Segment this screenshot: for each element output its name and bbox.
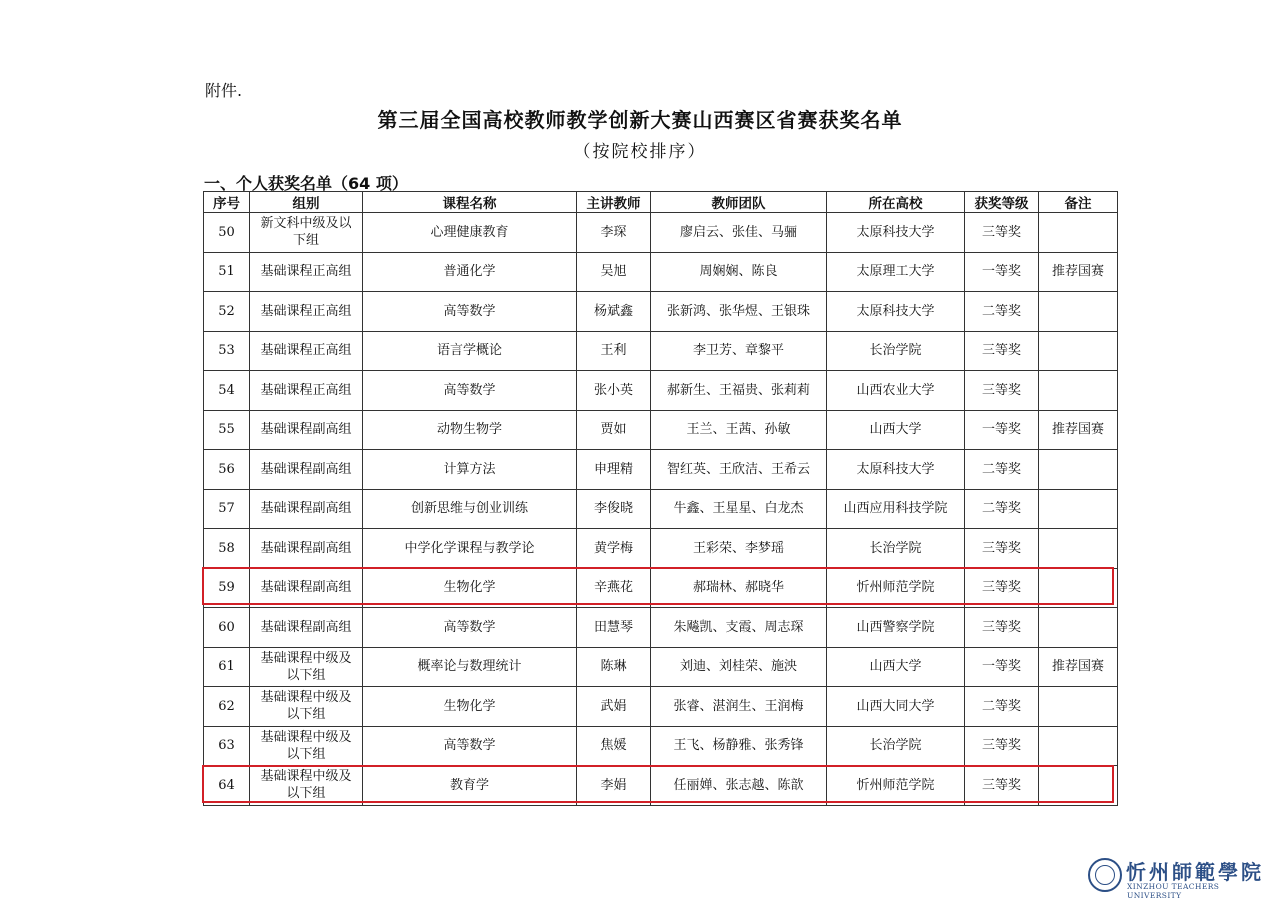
section-heading: 一、个人获奖名单（64 项） [204,174,408,193]
cell-award-level: 三等奖 [965,529,1039,569]
cell-university: 山西警察学院 [827,608,965,648]
cell-award-level: 三等奖 [965,608,1039,648]
cell-lead-teacher: 陈琳 [577,647,651,687]
cell-award-level: 三等奖 [965,726,1039,766]
cell-group: 基础课程正高组 [250,252,363,292]
cell-course: 高等数学 [363,608,577,648]
cell-group: 基础课程副高组 [250,529,363,569]
emblem-ring [1095,865,1115,885]
cell-remark [1039,568,1118,608]
cell-award-level: 二等奖 [965,489,1039,529]
cell-remark [1039,529,1118,569]
cell-remark: 推荐国赛 [1039,410,1118,450]
cell-team: 郝新生、王福贵、张莉莉 [651,371,827,411]
cell-university: 长治学院 [827,331,965,371]
cell-team: 郝瑞林、郝晓华 [651,568,827,608]
document-title: 第三届全国高校教师教学创新大赛山西赛区省赛获奖名单 [377,108,903,132]
cell-team: 王彩荣、李梦瑶 [651,529,827,569]
attachment-label: 附件. [205,81,243,100]
cell-lead-teacher: 张小英 [577,371,651,411]
table-row [204,647,1118,687]
cell-award-level: 三等奖 [965,568,1039,608]
cell-university: 太原科技大学 [827,213,965,253]
header-cell: 序号 [204,192,250,213]
table-row [204,331,1118,371]
cell-university: 山西大学 [827,410,965,450]
cell-course: 创新思维与创业训练 [363,489,577,529]
cell-index: 51 [204,252,250,292]
cell-lead-teacher: 黄学梅 [577,529,651,569]
cell-award-level: 一等奖 [965,410,1039,450]
cell-award-level: 三等奖 [965,331,1039,371]
cell-course: 中学化学课程与教学论 [363,529,577,569]
cell-university: 山西大同大学 [827,687,965,727]
cell-remark [1039,213,1118,253]
cell-lead-teacher: 杨斌鑫 [577,292,651,332]
cell-course: 计算方法 [363,450,577,490]
cell-group: 基础课程副高组 [250,450,363,490]
cell-group: 基础课程正高组 [250,371,363,411]
cell-group: 基础课程中级及以下组 [250,726,363,766]
cell-index: 61 [204,647,250,687]
cell-course: 语言学概论 [363,331,577,371]
cell-team: 周娴娴、陈良 [651,252,827,292]
cell-team: 智红英、王欣洁、王希云 [651,450,827,490]
table-row [204,726,1118,766]
table-header-row [204,192,1118,213]
cell-lead-teacher: 辛燕花 [577,568,651,608]
table-row [204,292,1118,332]
header-cell: 备注 [1039,192,1118,213]
cell-lead-teacher: 王利 [577,331,651,371]
cell-award-level: 二等奖 [965,450,1039,490]
table-row [204,252,1118,292]
cell-remark [1039,687,1118,727]
cell-group: 基础课程正高组 [250,292,363,332]
cell-index: 60 [204,608,250,648]
table-body [204,213,1118,806]
table-row [204,213,1118,253]
cell-course: 心理健康教育 [363,213,577,253]
cell-lead-teacher: 申理精 [577,450,651,490]
cell-award-level: 二等奖 [965,687,1039,727]
cell-lead-teacher: 李娟 [577,766,651,806]
cell-award-level: 一等奖 [965,647,1039,687]
table-row [204,608,1118,648]
cell-remark: 推荐国赛 [1039,647,1118,687]
cell-index: 63 [204,726,250,766]
cell-award-level: 三等奖 [965,213,1039,253]
cell-lead-teacher: 李俊晓 [577,489,651,529]
cell-remark [1039,726,1118,766]
cell-university: 山西大学 [827,647,965,687]
header-cell: 主讲教师 [577,192,651,213]
cell-team: 廖启云、张佳、马骊 [651,213,827,253]
cell-index: 62 [204,687,250,727]
cell-university: 长治学院 [827,529,965,569]
cell-course: 高等数学 [363,371,577,411]
cell-index: 50 [204,213,250,253]
cell-group: 基础课程副高组 [250,608,363,648]
cell-remark: 推荐国赛 [1039,252,1118,292]
cell-university: 长治学院 [827,726,965,766]
cell-index: 54 [204,371,250,411]
cell-group: 基础课程中级及以下组 [250,766,363,806]
cell-team: 刘迪、刘桂荣、施泱 [651,647,827,687]
cell-group: 基础课程正高组 [250,331,363,371]
cell-index: 55 [204,410,250,450]
cell-course: 高等数学 [363,726,577,766]
cell-lead-teacher: 焦媛 [577,726,651,766]
cell-team: 张新鸿、张华煜、王银珠 [651,292,827,332]
cell-remark [1039,766,1118,806]
header-cell: 教师团队 [651,192,827,213]
cell-team: 王飞、杨静雅、张秀锋 [651,726,827,766]
cell-index: 53 [204,331,250,371]
cell-course: 动物生物学 [363,410,577,450]
cell-course: 生物化学 [363,568,577,608]
cell-award-level: 三等奖 [965,766,1039,806]
cell-university: 太原科技大学 [827,292,965,332]
cell-team: 张睿、湛润生、王润梅 [651,687,827,727]
cell-course: 普通化学 [363,252,577,292]
cell-index: 59 [204,568,250,608]
cell-group: 基础课程副高组 [250,489,363,529]
cell-lead-teacher: 贾如 [577,410,651,450]
cell-lead-teacher: 吴旭 [577,252,651,292]
table-row [204,450,1118,490]
cell-remark [1039,371,1118,411]
table-row [204,568,1118,608]
cell-award-level: 二等奖 [965,292,1039,332]
university-logo [1088,856,1264,900]
cell-university: 太原科技大学 [827,450,965,490]
cell-group: 基础课程副高组 [250,410,363,450]
cell-team: 任丽婵、张志越、陈歆 [651,766,827,806]
cell-lead-teacher: 武娟 [577,687,651,727]
cell-university: 山西应用科技学院 [827,489,965,529]
cell-group: 基础课程中级及以下组 [250,687,363,727]
table-row [204,529,1118,569]
table-row [204,410,1118,450]
cell-remark [1039,450,1118,490]
table-row [204,371,1118,411]
header-cell: 获奖等级 [965,192,1039,213]
table-row [204,766,1118,806]
cell-university: 太原理工大学 [827,252,965,292]
cell-university: 忻州师范学院 [827,766,965,806]
awards-table [203,191,1118,806]
cell-group: 基础课程副高组 [250,568,363,608]
cell-remark [1039,608,1118,648]
university-emblem-icon [1088,858,1122,892]
cell-award-level: 一等奖 [965,252,1039,292]
cell-course: 高等数学 [363,292,577,332]
table-row [204,489,1118,529]
table-row [204,687,1118,727]
cell-team: 王兰、王茜、孙敏 [651,410,827,450]
cell-university: 山西农业大学 [827,371,965,411]
cell-award-level: 三等奖 [965,371,1039,411]
cell-course: 概率论与数理统计 [363,647,577,687]
cell-index: 56 [204,450,250,490]
cell-remark [1039,489,1118,529]
logo-name-cn: 忻州師範學院 [1126,860,1264,884]
cell-course: 生物化学 [363,687,577,727]
cell-remark [1039,331,1118,371]
header-cell: 组别 [250,192,363,213]
cell-group: 新文科中级及以下组 [250,213,363,253]
document-subtitle: （按院校排序） [573,142,707,162]
cell-index: 58 [204,529,250,569]
logo-name-en: XINZHOU TEACHERS UNIVERSITY [1127,882,1220,900]
cell-university: 忻州师范学院 [827,568,965,608]
cell-index: 52 [204,292,250,332]
cell-group: 基础课程中级及以下组 [250,647,363,687]
cell-team: 朱飚凯、支霞、周志琛 [651,608,827,648]
cell-index: 57 [204,489,250,529]
header-cell: 课程名称 [363,192,577,213]
cell-remark [1039,292,1118,332]
cell-team: 李卫芳、章黎平 [651,331,827,371]
cell-lead-teacher: 田慧琴 [577,608,651,648]
cell-course: 教育学 [363,766,577,806]
header-cell: 所在高校 [827,192,965,213]
cell-index: 64 [204,766,250,806]
cell-lead-teacher: 李琛 [577,213,651,253]
cell-team: 牛鑫、王星星、白龙杰 [651,489,827,529]
